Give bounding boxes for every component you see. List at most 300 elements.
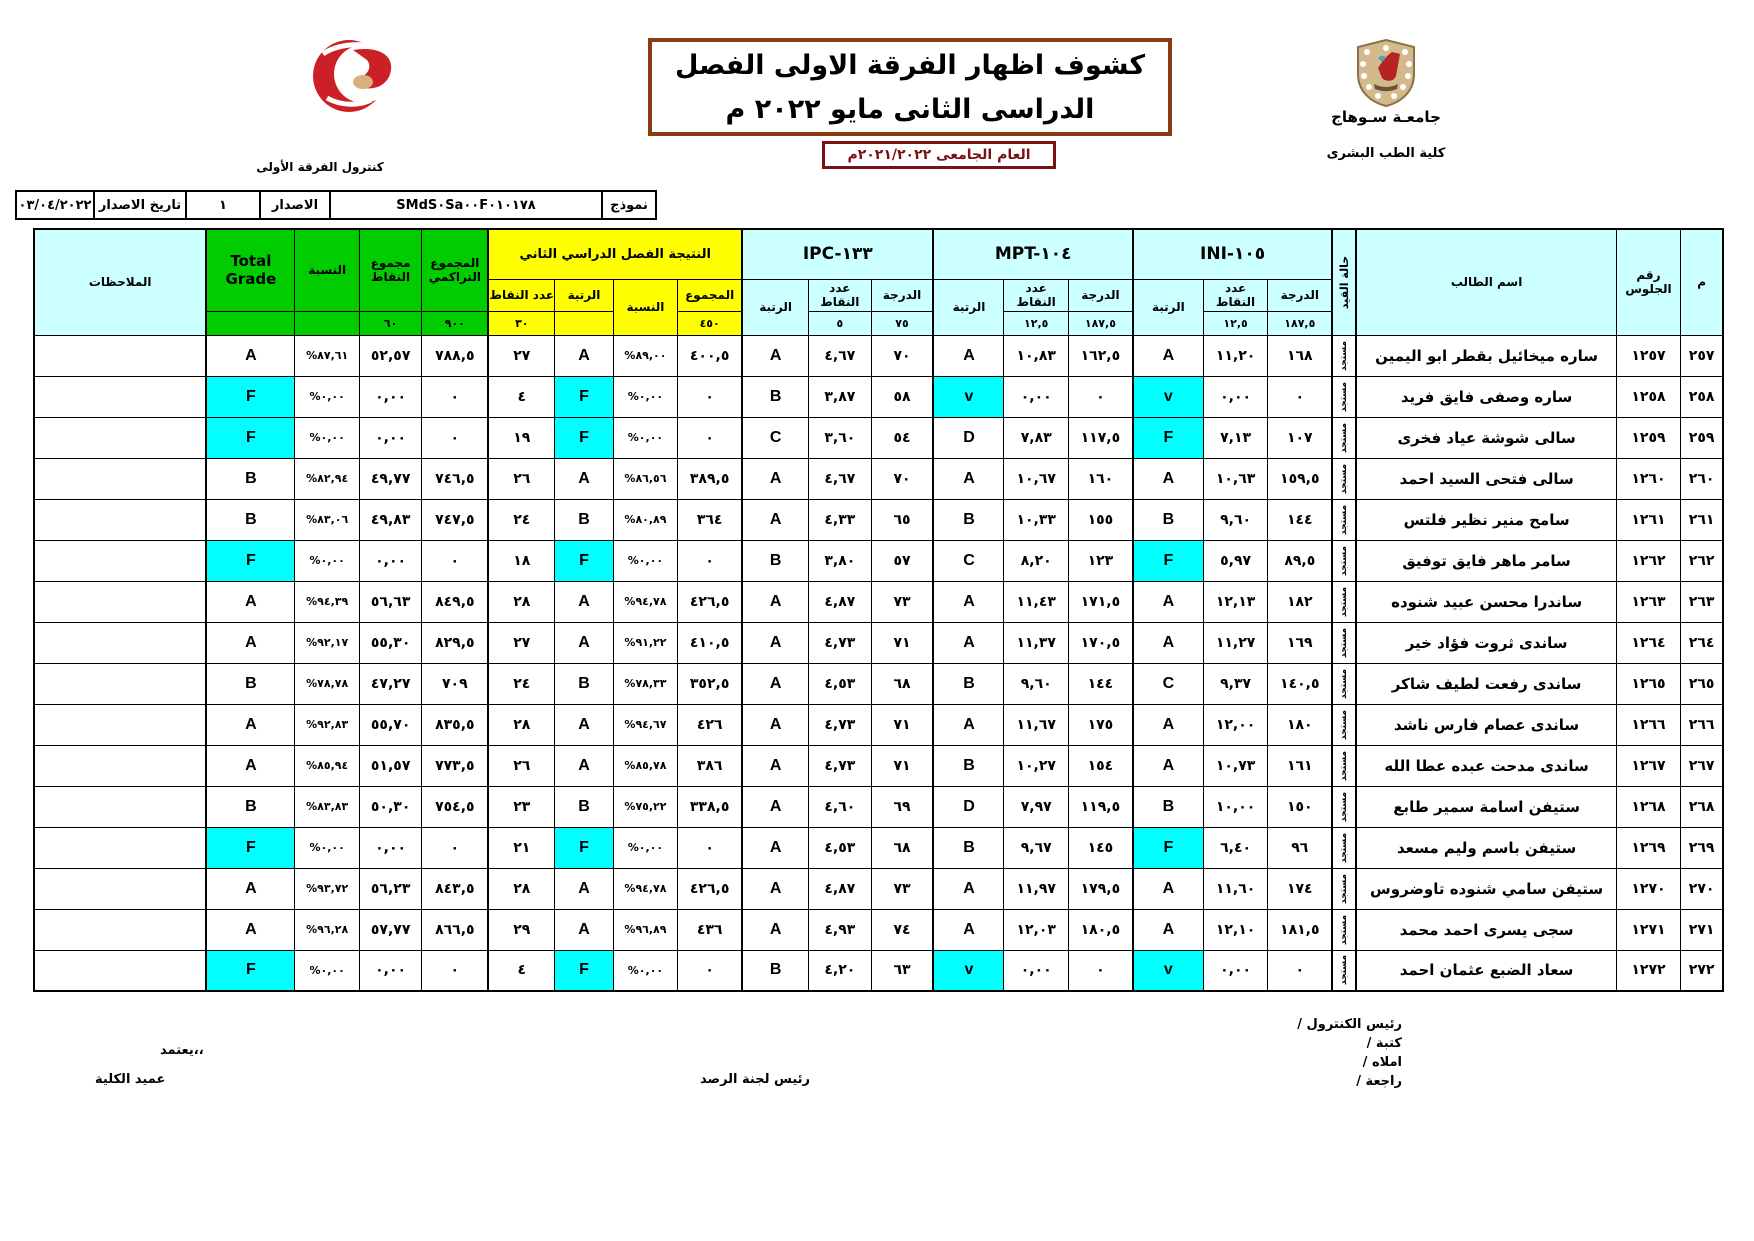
serial-cell: ٢٦٩ (1681, 827, 1723, 868)
header-total-grade: Total Grade (206, 229, 295, 311)
semester-pct-cell: %٩١,٢٢ (613, 622, 677, 663)
header-course-ini (1133, 229, 1332, 279)
semester-points-cell: ٢١ (488, 827, 555, 868)
ipc-rank-cell: B (742, 540, 808, 581)
semester-points-cell: ١٩ (488, 417, 555, 458)
semester-total-cell: ٤٣٦ (678, 909, 742, 950)
table-row (34, 827, 1723, 868)
ipc-rank-cell: A (742, 745, 808, 786)
seat-number-cell: ١٢٦٠ (1616, 458, 1680, 499)
header-semester-total: المجموع (678, 279, 742, 311)
enrollment-status-cell (1332, 581, 1356, 622)
cumulative-pct-cell: %٧٨,٧٨ (295, 663, 359, 704)
max-ipc-points: ٥ (809, 311, 871, 335)
mpt-grade-cell: ١٢٣ (1068, 540, 1132, 581)
cumulative-pct-cell: %٨٣,٠٦ (295, 499, 359, 540)
student-name-cell: ستيفن سامي شنوده تاوضروس (1356, 868, 1616, 909)
seat-number-cell: ١٢٧١ (1616, 909, 1680, 950)
total-grade-cell: F (206, 540, 295, 581)
student-name-cell: سالى شوشة عياد فخرى (1356, 417, 1616, 458)
semester-total-cell: ٤٢٦,٥ (678, 868, 742, 909)
semester-rank-cell: F (555, 950, 613, 991)
ipc-grade-cell: ٧٣ (871, 868, 933, 909)
header-ipc-grade: الدرجة (871, 279, 933, 311)
total-grade-cell: A (206, 335, 295, 376)
ini-grade-cell: ١٨٢ (1268, 581, 1332, 622)
cumulative-total-cell: ٠ (422, 827, 488, 868)
ini-rank-cell: A (1133, 335, 1203, 376)
max-ini-points: ١٢,٥ (1203, 311, 1267, 335)
ini-rank-cell: B (1133, 499, 1203, 540)
seat-number-cell: ١٢٥٨ (1616, 376, 1680, 417)
cumulative-total-cell: ٧٨٨,٥ (422, 335, 488, 376)
header-mpt-grade: الدرجة (1068, 279, 1132, 311)
semester-points-cell: ٢٦ (488, 458, 555, 499)
cumulative-total-cell: ٨٤٣,٥ (422, 868, 488, 909)
mpt-points-cell: ٧,٩٧ (1004, 786, 1068, 827)
mpt-grade-cell: ١٧١,٥ (1068, 581, 1132, 622)
mpt-points-cell: ١٢,٠٣ (1004, 909, 1068, 950)
ipc-grade-cell: ٦٥ (871, 499, 933, 540)
mpt-grade-cell: ١٦٠ (1068, 458, 1132, 499)
enrollment-status-text: مستجد (1339, 381, 1350, 412)
student-name-cell: ساندى رفعت لطيف شاكر (1356, 663, 1616, 704)
semester-pct-cell: %٠,٠٠ (613, 376, 677, 417)
total-grade-cell: F (206, 950, 295, 991)
semester-points-cell: ٤ (488, 376, 555, 417)
ipc-rank-cell: A (742, 909, 808, 950)
max-mpt-grade: ١٨٧,٥ (1068, 311, 1132, 335)
ini-points-cell: ١٠,٧٣ (1203, 745, 1267, 786)
mpt-grade-cell: ١١٧,٥ (1068, 417, 1132, 458)
ipc-points-cell: ٤,٧٣ (809, 704, 871, 745)
serial-cell: ٢٦٧ (1681, 745, 1723, 786)
cumulative-points-cell: ٥٦,٢٣ (359, 868, 421, 909)
faculty-name: كلية الطب البشرى (1326, 146, 1446, 161)
cumulative-points-cell: ٥٠,٣٠ (359, 786, 421, 827)
ini-points-cell: ٠,٠٠ (1203, 950, 1267, 991)
semester-rank-cell: A (555, 622, 613, 663)
cumulative-points-cell: ٤٩,٧٧ (359, 458, 421, 499)
mpt-rank-cell: A (933, 458, 1004, 499)
semester-pct-cell: %٠,٠٠ (613, 827, 677, 868)
ipc-grade-cell: ٧١ (871, 745, 933, 786)
table-row (34, 499, 1723, 540)
mpt-points-cell: ١٠,٦٧ (1004, 458, 1068, 499)
cumulative-pct-cell: %٩٤,٣٩ (295, 581, 359, 622)
cumulative-points-cell: ٠,٠٠ (359, 827, 421, 868)
cumulative-pct-cell: %٠,٠٠ (295, 417, 359, 458)
enrollment-status-cell (1332, 745, 1356, 786)
ipc-points-cell: ٤,٣٣ (809, 499, 871, 540)
cumulative-points-cell: ٤٧,٢٧ (359, 663, 421, 704)
table-row (34, 704, 1723, 745)
total-grade-cell: F (206, 417, 295, 458)
ipc-rank-cell: A (742, 868, 808, 909)
max-semester-rank (555, 311, 613, 335)
ipc-grade-cell: ٥٧ (871, 540, 933, 581)
notes-cell (34, 950, 206, 991)
notes-cell (34, 827, 206, 868)
student-name-cell: سامح منير نظير فلتس (1356, 499, 1616, 540)
semester-pct-cell: %٨٥,٧٨ (613, 745, 677, 786)
header-serial: م (1681, 229, 1723, 335)
model-code (329, 192, 601, 218)
semester-pct-cell: %٩٦,٨٩ (613, 909, 677, 950)
serial-cell: ٢٦١ (1681, 499, 1723, 540)
notes-cell (34, 335, 206, 376)
enrollment-status-cell (1332, 786, 1356, 827)
notes-cell (34, 499, 206, 540)
mpt-rank-cell: A (933, 704, 1004, 745)
semester-rank-cell: A (555, 868, 613, 909)
total-grade-cell: F (206, 827, 295, 868)
cumulative-total-cell: ٧٧٣,٥ (422, 745, 488, 786)
semester-points-cell: ٢٣ (488, 786, 555, 827)
serial-cell: ٢٥٨ (1681, 376, 1723, 417)
semester-points-cell: ٢٨ (488, 868, 555, 909)
header-ipc-rank: الرتبة (742, 279, 808, 335)
notes-cell (34, 622, 206, 663)
enrollment-status-text: مستجد (1339, 873, 1350, 904)
ipc-grade-cell: ٧١ (871, 622, 933, 663)
cumulative-pct-cell: %٠,٠٠ (295, 540, 359, 581)
ini-grade-cell: ١٨٠ (1268, 704, 1332, 745)
model-label: نموذج (601, 192, 655, 218)
mpt-grade-cell: ١٥٤ (1068, 745, 1132, 786)
university-logo (1352, 38, 1420, 108)
mpt-points-cell: ٠,٠٠ (1004, 376, 1068, 417)
clerks-line: كتبة / (1366, 1036, 1402, 1051)
student-name-cell: ساندى ثروت فؤاد خير (1356, 622, 1616, 663)
notes-cell (34, 704, 206, 745)
ini-points-cell: ٥,٩٧ (1203, 540, 1267, 581)
cumulative-total-cell: ٠ (422, 417, 488, 458)
semester-pct-cell: %٧٥,٢٢ (613, 786, 677, 827)
ipc-grade-cell: ٦٨ (871, 827, 933, 868)
dean-line: عميد الكلية (95, 1072, 166, 1087)
ipc-rank-cell: A (742, 581, 808, 622)
header-semester-pct: النسبة (613, 279, 677, 335)
table-row (34, 868, 1723, 909)
student-name-cell: سالى فتحى السيد احمد (1356, 458, 1616, 499)
ini-rank-cell: F (1133, 540, 1203, 581)
notes-cell (34, 663, 206, 704)
ipc-points-cell: ٤,٨٧ (809, 868, 871, 909)
enrollment-status-text: مستجد (1339, 791, 1350, 822)
cumulative-points-cell: ٥٧,٧٧ (359, 909, 421, 950)
semester-points-cell: ٢٤ (488, 663, 555, 704)
notes-cell (34, 540, 206, 581)
total-grade-cell: A (206, 868, 295, 909)
mpt-grade-cell: ١٤٤ (1068, 663, 1132, 704)
max-cumulative-pct (295, 311, 359, 335)
notes-cell (34, 868, 206, 909)
ini-grade-cell: ١٥٠ (1268, 786, 1332, 827)
ini-grade-cell: ٠ (1268, 376, 1332, 417)
semester-points-cell: ٢٧ (488, 622, 555, 663)
cumulative-points-cell: ٥٦,٦٣ (359, 581, 421, 622)
mpt-points-cell: ٨,٢٠ (1004, 540, 1068, 581)
ipc-grade-cell: ٧٠ (871, 458, 933, 499)
enrollment-status-cell (1332, 417, 1356, 458)
signature-block-right (1297, 1015, 1402, 1091)
mpt-rank-cell: D (933, 786, 1004, 827)
serial-cell: ٢٦٥ (1681, 663, 1723, 704)
model-code-text: SMdS٠Sa٠٠F٠١٠١٧٨ (396, 197, 536, 213)
semester-pct-cell: %٩٤,٦٧ (613, 704, 677, 745)
semester-pct-cell: %٠,٠٠ (613, 950, 677, 991)
enrollment-status-cell (1332, 663, 1356, 704)
notes-cell (34, 909, 206, 950)
cumulative-total-cell: ٧٤٧,٥ (422, 499, 488, 540)
ipc-rank-cell: A (742, 458, 808, 499)
mpt-rank-cell: B (933, 499, 1004, 540)
header-cumulative-total: المجموع التراكمي (422, 229, 488, 311)
max-mpt-points: ١٢,٥ (1004, 311, 1068, 335)
ipc-rank-cell: A (742, 704, 808, 745)
enrollment-status-text: مستجد (1339, 463, 1350, 494)
serial-cell: ٢٦٢ (1681, 540, 1723, 581)
enrollment-status-cell (1332, 376, 1356, 417)
semester-rank-cell: A (555, 458, 613, 499)
table-row (34, 786, 1723, 827)
header-cumulative-points: مجموع النقاط (359, 229, 421, 311)
serial-cell: ٢٧١ (1681, 909, 1723, 950)
cumulative-pct-cell: %٨٣,٨٣ (295, 786, 359, 827)
mpt-rank-cell: D (933, 417, 1004, 458)
serial-cell: ٢٦٨ (1681, 786, 1723, 827)
ini-grade-cell: ٩٦ (1268, 827, 1332, 868)
mpt-points-cell: ٠,٠٠ (1004, 950, 1068, 991)
ipc-grade-cell: ٧٤ (871, 909, 933, 950)
student-name-cell: سجى يسرى احمد محمد (1356, 909, 1616, 950)
semester-total-cell: ٣٨٩,٥ (678, 458, 742, 499)
mpt-rank-cell: A (933, 909, 1004, 950)
total-grade-cell: F (206, 376, 295, 417)
enrollment-status-text: مستجد (1339, 955, 1350, 986)
ipc-rank-cell: B (742, 950, 808, 991)
semester-points-cell: ٢٩ (488, 909, 555, 950)
mpt-points-cell: ٩,٦٧ (1004, 827, 1068, 868)
grades-table-body (34, 335, 1723, 991)
ipc-points-cell: ٤,٩٣ (809, 909, 871, 950)
max-ipc-grade: ٧٥ (871, 311, 933, 335)
semester-total-cell: ٣٥٢,٥ (678, 663, 742, 704)
ipc-rank-cell: A (742, 663, 808, 704)
ini-grade-cell: ٠ (1268, 950, 1332, 991)
mpt-rank-cell: B (933, 827, 1004, 868)
mpt-rank-cell: A (933, 868, 1004, 909)
student-name-cell: ساندى عصام فارس ناشد (1356, 704, 1616, 745)
semester-total-cell: ٠ (678, 540, 742, 581)
ipc-points-cell: ٤,٧٣ (809, 745, 871, 786)
mpt-rank-cell: B (933, 663, 1004, 704)
form-strip (15, 190, 657, 220)
enrollment-status-text: مستجد (1339, 832, 1350, 863)
semester-points-cell: ١٨ (488, 540, 555, 581)
mpt-grade-cell: ١٨٠,٥ (1068, 909, 1132, 950)
header-enrollment-status-text: حالة القيد (1337, 255, 1351, 309)
seat-number-cell: ١٢٦٤ (1616, 622, 1680, 663)
mpt-points-cell: ١١,٩٧ (1004, 868, 1068, 909)
ipc-points-cell: ٤,٨٧ (809, 581, 871, 622)
total-grade-cell: A (206, 581, 295, 622)
header-course-mpt (933, 229, 1132, 279)
seat-number-cell: ١٢٧٢ (1616, 950, 1680, 991)
ipc-grade-cell: ٧٣ (871, 581, 933, 622)
semester-points-cell: ٤ (488, 950, 555, 991)
seat-number-cell: ١٢٦٥ (1616, 663, 1680, 704)
enrollment-status-text: مستجد (1339, 545, 1350, 576)
enrollment-status-cell (1332, 704, 1356, 745)
notes-cell (34, 786, 206, 827)
semester-points-cell: ٢٦ (488, 745, 555, 786)
semester-total-cell: ٣٣٨,٥ (678, 786, 742, 827)
enrollment-status-cell (1332, 540, 1356, 581)
ini-points-cell: ٩,٦٠ (1203, 499, 1267, 540)
semester-rank-cell: A (555, 745, 613, 786)
max-cumulative-total: ٩٠٠ (422, 311, 488, 335)
ini-points-cell: ١٠,٦٣ (1203, 458, 1267, 499)
cumulative-total-cell: ٨٢٩,٥ (422, 622, 488, 663)
ini-points-cell: ١٢,٠٠ (1203, 704, 1267, 745)
enrollment-status-text: مستجد (1339, 668, 1350, 699)
notes-cell (34, 745, 206, 786)
ipc-grade-cell: ٦٣ (871, 950, 933, 991)
ini-rank-cell: A (1133, 704, 1203, 745)
ipc-grade-cell: ٦٩ (871, 786, 933, 827)
sheet-title-box (648, 38, 1172, 136)
student-name-cell: ساره وصفى فايق فريد (1356, 376, 1616, 417)
enrollment-status-text: مستجد (1339, 914, 1350, 945)
semester-total-cell: ٣٨٦ (678, 745, 742, 786)
ini-grade-cell: ١٦١ (1268, 745, 1332, 786)
semester-pct-cell: %٩٤,٧٨ (613, 581, 677, 622)
ini-rank-cell: A (1133, 458, 1203, 499)
semester-total-cell: ٠ (678, 376, 742, 417)
semester-rank-cell: A (555, 704, 613, 745)
ini-grade-cell: ١٥٩,٥ (1268, 458, 1332, 499)
student-name-cell: سامر ماهر فايق توفيق (1356, 540, 1616, 581)
ipc-points-cell: ٤,٦٧ (809, 458, 871, 499)
ipc-grade-cell: ٥٤ (871, 417, 933, 458)
header-course-ipc (742, 229, 933, 279)
max-ini-grade: ١٨٧,٥ (1268, 311, 1332, 335)
mpt-grade-cell: ١١٩,٥ (1068, 786, 1132, 827)
seat-number-cell: ١٢٦٩ (1616, 827, 1680, 868)
semester-pct-cell: %٨٩,٠٠ (613, 335, 677, 376)
ipc-points-cell: ٤,٦٠ (809, 786, 871, 827)
semester-points-cell: ٢٤ (488, 499, 555, 540)
ipc-rank-cell: B (742, 376, 808, 417)
max-semester-points: ٣٠ (488, 311, 555, 335)
max-cumulative-points: ٦٠ (359, 311, 421, 335)
semester-total-cell: ٤١٠,٥ (678, 622, 742, 663)
semester-rank-cell: B (555, 499, 613, 540)
semester-rank-cell: A (555, 335, 613, 376)
student-name-cell: ستيفن اسامة سمير طابع (1356, 786, 1616, 827)
cumulative-total-cell: ٨٤٩,٥ (422, 581, 488, 622)
semester-rank-cell: F (555, 376, 613, 417)
total-grade-cell: B (206, 499, 295, 540)
ini-grade-cell: ٨٩,٥ (1268, 540, 1332, 581)
mpt-grade-cell: ٠ (1068, 376, 1132, 417)
mpt-grade-cell: ١٧٠,٥ (1068, 622, 1132, 663)
faculty-logo (293, 36, 415, 118)
cumulative-points-cell: ٠,٠٠ (359, 950, 421, 991)
cumulative-points-cell: ٥٢,٥٧ (359, 335, 421, 376)
cumulative-total-cell: ٧٥٤,٥ (422, 786, 488, 827)
monitor-head-line: رئيس لجنة الرصد (700, 1072, 811, 1087)
cumulative-points-cell: ٥٥,٧٠ (359, 704, 421, 745)
mpt-points-cell: ٧,٨٣ (1004, 417, 1068, 458)
seat-number-cell: ١٢٦٣ (1616, 581, 1680, 622)
cumulative-points-cell: ٠,٠٠ (359, 417, 421, 458)
header-semester-points: عدد النقاط (488, 279, 555, 311)
table-row (34, 540, 1723, 581)
notes-cell (34, 581, 206, 622)
mpt-grade-cell: ١٥٥ (1068, 499, 1132, 540)
ipc-rank-cell: A (742, 622, 808, 663)
cumulative-pct-cell: %٠,٠٠ (295, 376, 359, 417)
mpt-rank-cell: C (933, 540, 1004, 581)
table-row (34, 909, 1723, 950)
cumulative-points-cell: ٤٩,٨٣ (359, 499, 421, 540)
serial-cell: ٢٥٩ (1681, 417, 1723, 458)
semester-total-cell: ٤٢٦,٥ (678, 581, 742, 622)
total-grade-cell: A (206, 704, 295, 745)
total-grade-cell: B (206, 786, 295, 827)
semester-pct-cell: %٠,٠٠ (613, 417, 677, 458)
ini-points-cell: ١١,٦٠ (1203, 868, 1267, 909)
table-row (34, 335, 1723, 376)
control-unit-name: كنترول الفرقة الأولى (256, 160, 384, 174)
cumulative-total-cell: ٧٤٦,٥ (422, 458, 488, 499)
enrollment-status-text: مستجد (1339, 340, 1350, 371)
ini-grade-cell: ١٠٧ (1268, 417, 1332, 458)
student-name-cell: ساندرا محسن عبيد شنوده (1356, 581, 1616, 622)
ini-rank-cell: v (1133, 376, 1203, 417)
total-grade-cell: A (206, 745, 295, 786)
semester-rank-cell: B (555, 786, 613, 827)
mpt-rank-cell: A (933, 581, 1004, 622)
ini-grade-cell: ١٤٤ (1268, 499, 1332, 540)
total-grade-cell: A (206, 909, 295, 950)
ipc-grade-cell: ٥٨ (871, 376, 933, 417)
header-mpt-points: عدد النقاط (1004, 279, 1068, 311)
ipc-rank-cell: A (742, 786, 808, 827)
total-grade-cell: B (206, 458, 295, 499)
ini-rank-cell: v (1133, 950, 1203, 991)
ipc-points-cell: ٤,٦٧ (809, 335, 871, 376)
issue-value: ١ (185, 192, 259, 218)
enrollment-status-text: مستجد (1339, 586, 1350, 617)
semester-rank-cell: A (555, 909, 613, 950)
serial-cell: ٢٦٦ (1681, 704, 1723, 745)
seat-number-cell: ١٢٥٩ (1616, 417, 1680, 458)
enrollment-status-text: مستجد (1339, 422, 1350, 453)
serial-cell: ٢٦٠ (1681, 458, 1723, 499)
ipc-rank-cell: A (742, 827, 808, 868)
mpt-points-cell: ١٠,٣٣ (1004, 499, 1068, 540)
ini-points-cell: ١١,٢٧ (1203, 622, 1267, 663)
approve-line: يعتمد،، (160, 1043, 204, 1058)
header-mpt-rank: الرتبة (933, 279, 1004, 335)
mpt-grade-cell: ١٧٩,٥ (1068, 868, 1132, 909)
enrollment-status-cell (1332, 335, 1356, 376)
table-row (34, 458, 1723, 499)
